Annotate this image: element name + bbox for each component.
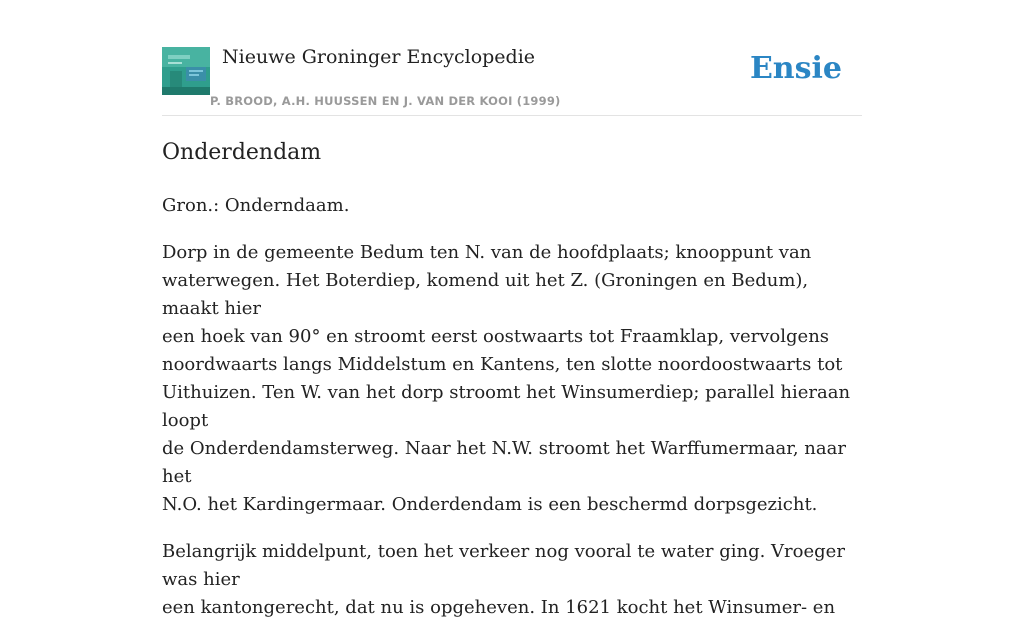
- book-cover-image: [162, 47, 210, 95]
- article-title: Onderdendam: [162, 140, 322, 165]
- book-authors: P. BROOD, A.H. HUUSSEN EN J. VAN DER KOOI (1999): [210, 94, 561, 108]
- book-cover-thumbnail[interactable]: [162, 47, 210, 95]
- article-intro: Gron.: Onderndaam.: [162, 195, 350, 216]
- encyclopedia-header: [162, 45, 862, 116]
- book-title[interactable]: Nieuwe Groninger Encyclopedie: [222, 46, 536, 68]
- ensie-logo-link[interactable]: Ensie: [749, 51, 842, 86]
- article-body: [162, 192, 862, 641]
- article-paragraph: Belangrijk middelpunt, toen het verkeer nog vooral te water ging. Vroeger was hier een kantongerecht, dat nu is opgeheven. In 1621 kocht het Winsumer- en: [162, 541, 845, 618]
- article-paragraph: Dorp in de gemeente Bedum ten N. van de hoofdplaats; knooppunt van waterwegen. Het Boterdiep, komend uit het Z. (Groningen en Bedum), maakt hier een hoek van 90° en stroomt eerst oostwaarts tot Fraamklap, vervolgens noordwaarts langs Middelstum en Kantens, ten slotte noordoostwaarts tot Uithuizen. Ten W. van het dorp stroomt het Winsumerdiep; parallel hieraan loopt de Onderdendamsterweg. Naar het N.W. stroomt het Warffumermaar, naar het N.O. het Kardingermaar. Onderdendam is een beschermd dorpsgezicht.: [162, 242, 851, 515]
